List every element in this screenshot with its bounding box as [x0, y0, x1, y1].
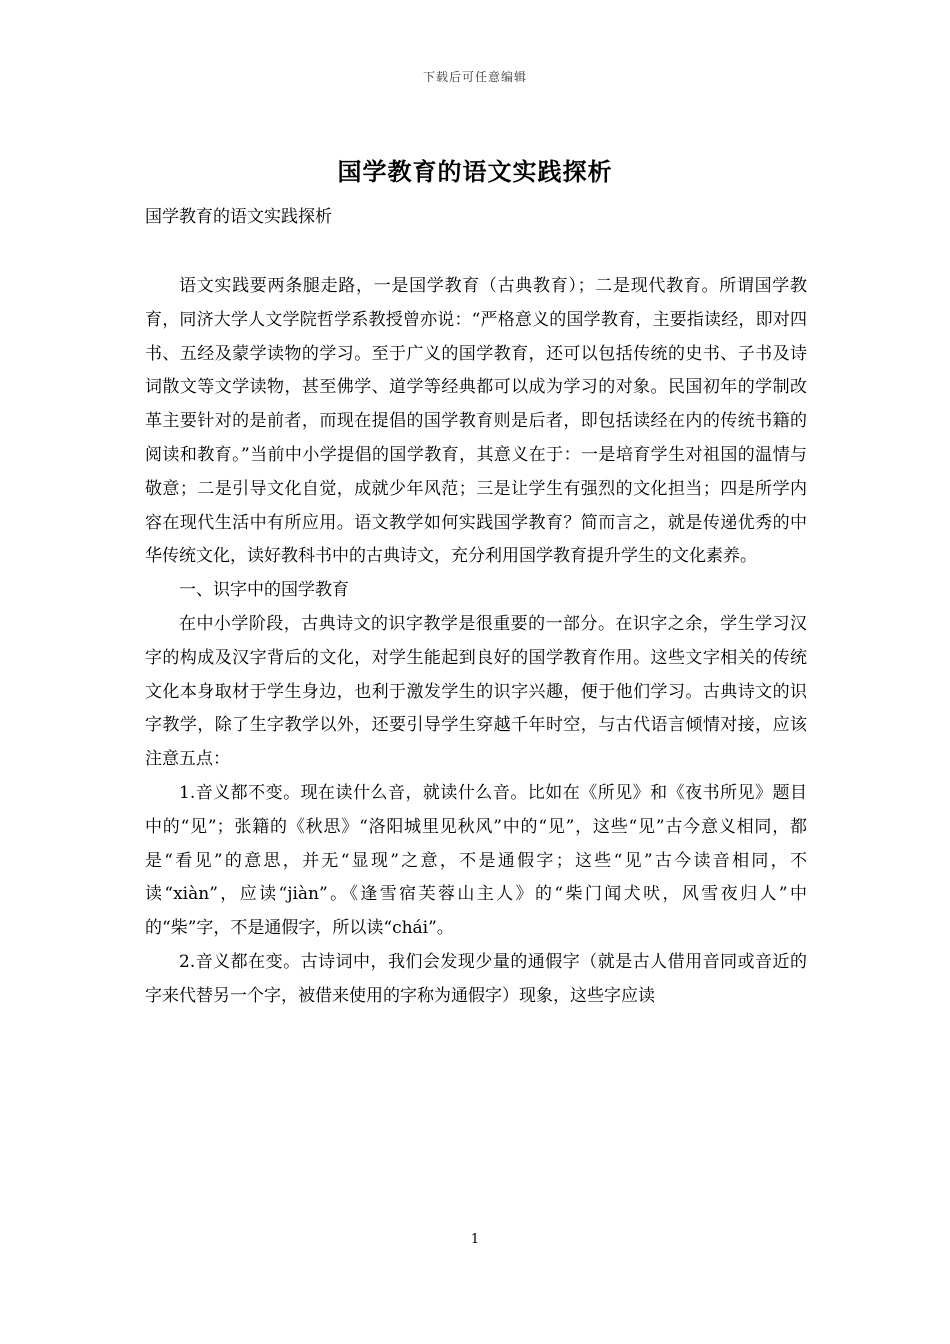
paragraph: 1.音义都不变。现在读什么音，就读什么音。比如在《所见》和《夜书所见》题目中的“见”；张籍的《秋思》“洛阳城里见秋风”中的“见”，这些“见”古今意义相同，都是“看见”的意思，并无“显现”之意，不是通假字；这些“见”古今读音相同，不读“xiàn”，应读“jiàn”。《逢雪宿芙蓉山主人》的“柴门闻犬吠，风雪夜归人”中的“柴”字，不是通假字，所以读“chái”。 — [145, 782, 807, 939]
document-body — [145, 270, 807, 1014]
section-heading: 一、识字中的国学教育 — [179, 580, 349, 601]
paragraph: 2.音义都在变。古诗词中，我们会发现少量的通假字（就是古人借用音同或音近的字来代替另一个字，被借来使用的字称为通假字）现象，这些字应读 — [145, 951, 807, 1006]
page-number: 1 — [470, 1232, 480, 1247]
document-title: 国学教育的语文实践探析 — [337, 157, 613, 186]
paragraph-intro: 语文实践要两条腿走路，一是国学教育（古典教育）；二是现代教育。所谓国学教育，同济大学人文学院哲学系教授曾亦说：“严格意义的国学教育，主要指读经，即对四书、五经及蒙学读物的学习。至于广义的国学教育，还可以包括传统的史书、子书及诗词散文等文学读物，甚至佛学、道学等经典都可以成为学习的对象。民国初年的学制改革主要针对的是前者，而现在提倡的国学教育则是后者，即包括读经在内的传统书籍的阅读和教育。”当前中小学提倡的国学教育，其意义在于：一是培育学生对祖国的温情与敬意；二是引导文化自觉，成就少年风范；三是让学生有强烈的文化担当；四是所学内容在现代生活中有所应用。语文教学如何实践国学教育？简而言之，就是传递优秀的中华传统文化，读好教科书中的古典诗文，充分利用国学教育提升学生的文化素养。 — [145, 276, 807, 567]
document-subtitle: 国学教育的语文实践探析 — [145, 207, 332, 227]
paragraph: 在中小学阶段，古典诗文的识字教学是很重要的一部分。在识字之余，学生学习汉字的构成及汉字背后的文化，对学生能起到良好的国学教育作用。这些文字相关的传统文化本身取材于学生身边，也利于激发学生的识字兴趣，便于他们学习。古典诗文的识字教学，除了生字教学以外，还要引导学生穿越千年时空，与古代语言倾情对接，应该注意五点： — [145, 613, 807, 770]
header-note: 下载后可任意编辑 — [422, 70, 527, 84]
